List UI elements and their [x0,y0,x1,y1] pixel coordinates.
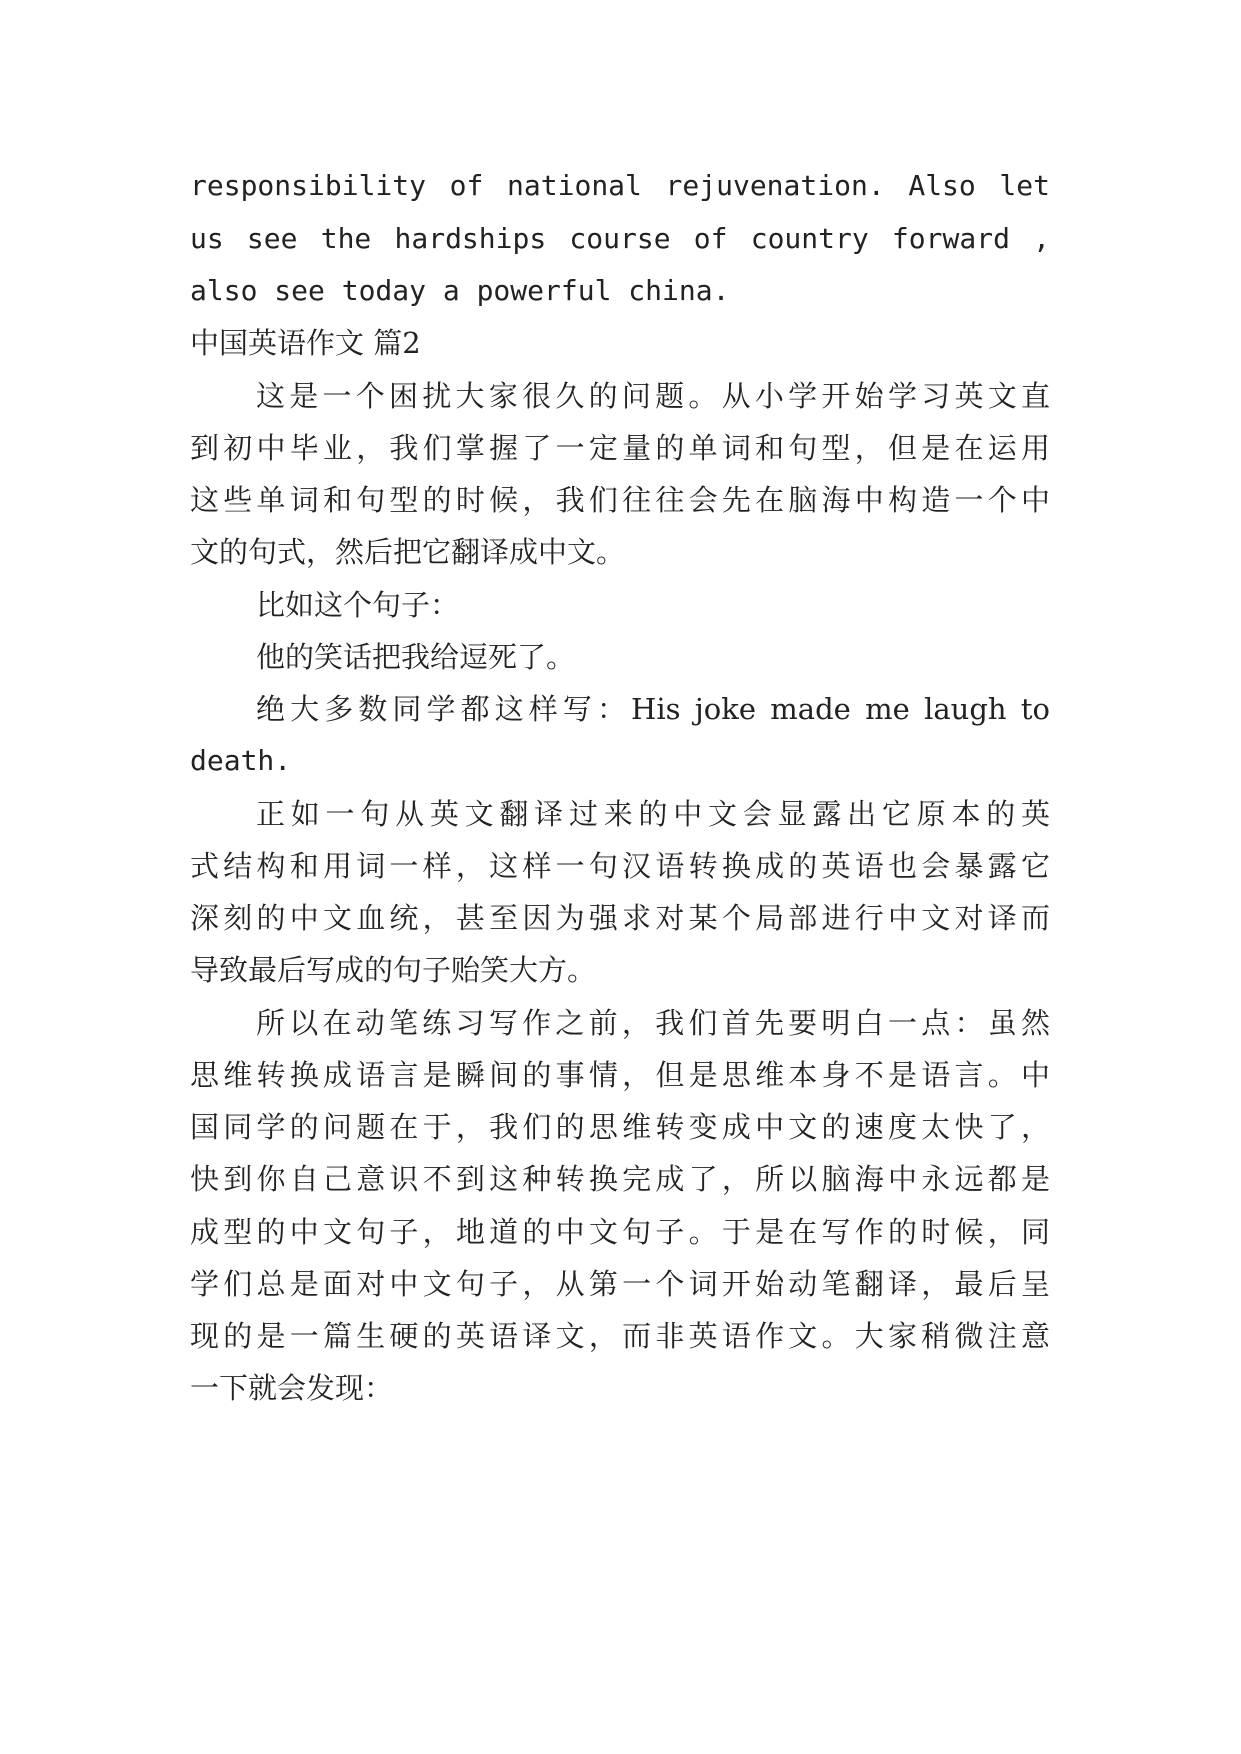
paragraph-4-line-1: 绝大多数同学都这样写：His joke made me laugh to [256,692,1050,726]
paragraph-1-line-1: 这是一个困扰大家很久的问题。从小学开始学习英文直 [256,379,1050,413]
paragraph-4-line-2: death. [190,744,292,777]
paragraph-1-line-3: 这些单词和句型的时候，我们往往会先在脑海中构造一个中 [190,483,1050,517]
section-heading: 中国英语作文 篇2 [190,326,421,360]
english-line-2: us see the hardships course of country forward , [190,222,1050,255]
paragraph-6-line-5: 成型的中文句子，地道的中文句子。于是在写作的时候，同 [190,1215,1050,1249]
paragraph-3: 他的笑话把我给逗死了。 [256,640,576,674]
paragraph-6-line-1: 所以在动笔练习写作之前，我们首先要明白一点：虽然 [256,1006,1050,1040]
paragraph-1-line-2: 到初中毕业，我们掌握了一定量的单词和句型，但是在运用 [190,431,1050,465]
paragraph-6-line-4: 快到你自己意识不到这种转换完成了，所以脑海中永远都是 [190,1162,1050,1196]
paragraph-6-line-8: 一下就会发现： [190,1371,394,1405]
paragraph-2: 比如这个句子： [256,588,460,622]
paragraph-1-line-4: 文的句式，然后把它翻译成中文。 [190,535,626,569]
paragraph-5-line-1: 正如一句从英文翻译过来的中文会显露出它原本的英 [256,797,1050,831]
paragraph-5-line-4: 导致最后写成的句子贻笑大方。 [190,953,597,987]
paragraph-6-line-6: 学们总是面对中文句子，从第一个词开始动笔翻译，最后呈 [190,1267,1050,1301]
english-line-3: also see today a powerful china. [190,274,730,307]
paragraph-5-line-2: 式结构和用词一样，这样一句汉语转换成的英语也会暴露它 [190,849,1050,883]
paragraph-5-line-3: 深刻的中文血统，甚至因为强求对某个局部进行中文对译而 [190,901,1050,935]
paragraph-6-line-2: 思维转换成语言是瞬间的事情，但是思维本身不是语言。中 [190,1058,1050,1092]
paragraph-6-line-3: 国同学的问题在于，我们的思维转变成中文的速度太快了， [190,1110,1050,1144]
paragraph-6-line-7: 现的是一篇生硬的英语译文，而非英语作文。大家稍微注意 [190,1319,1050,1353]
english-line-1: responsibility of national rejuvenation. Also let [190,169,1050,202]
